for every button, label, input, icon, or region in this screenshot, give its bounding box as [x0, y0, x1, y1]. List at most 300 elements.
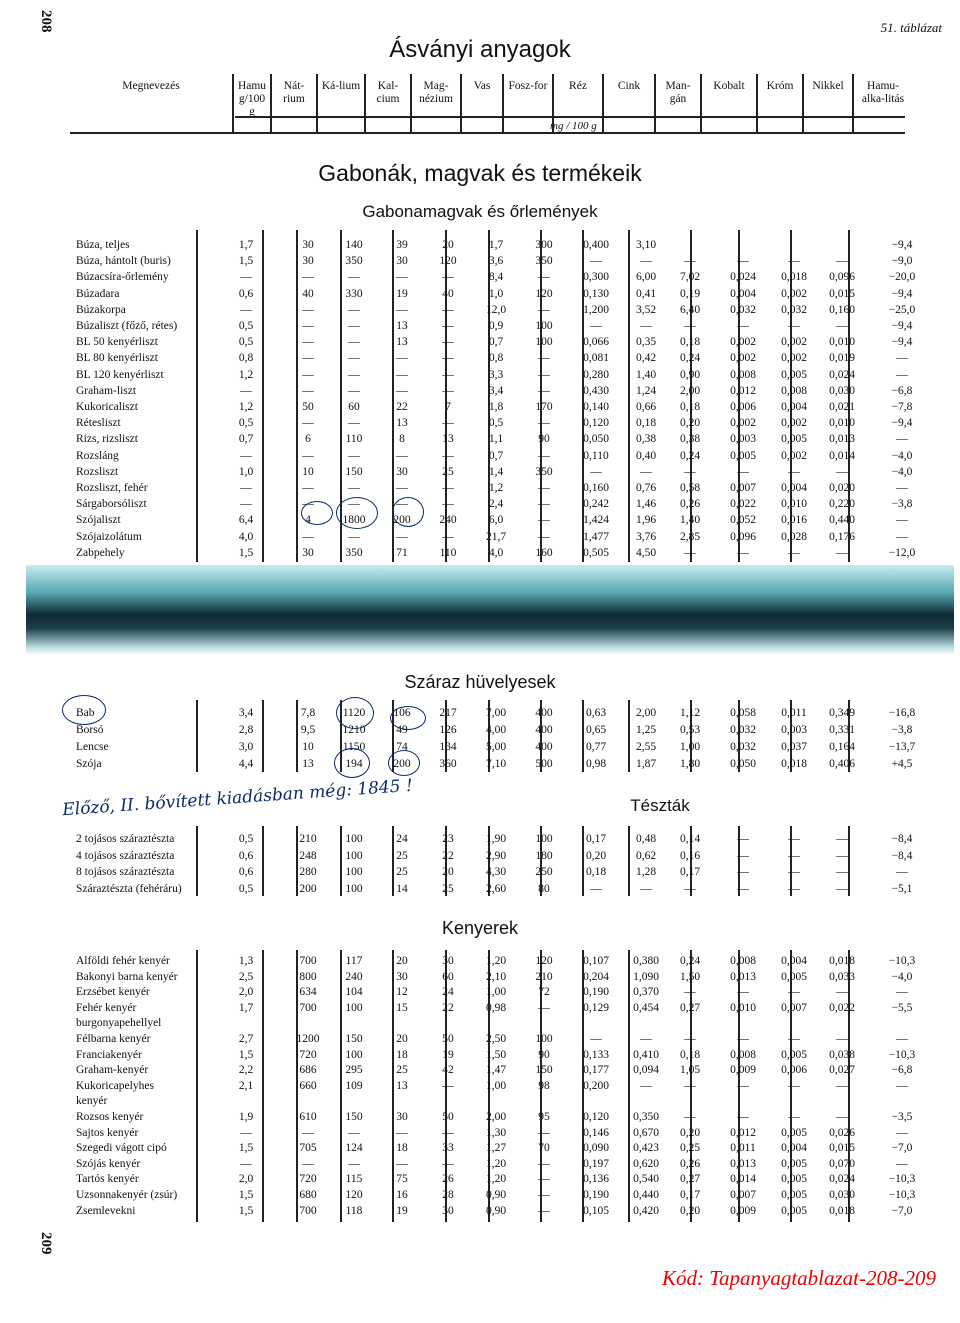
table-cell: 1,424: [583, 514, 609, 527]
row-label: Tartós kenyér: [76, 1173, 139, 1186]
header-col-14: Hamu-alka-litás: [852, 74, 912, 134]
table-cell: 0,164: [829, 741, 855, 753]
header-bottom-rule: [70, 132, 905, 134]
table-cell: −3,5: [891, 1111, 913, 1123]
header-col-10: Man-gán: [654, 74, 700, 134]
table-cell: 1,50: [485, 1048, 507, 1061]
table-cell: 13: [396, 1079, 408, 1092]
table-cell: 1,00: [485, 1079, 507, 1092]
table-cell: 22: [442, 849, 454, 862]
table-cell: —: [348, 352, 360, 365]
table-cell: 0,14: [679, 833, 701, 845]
table-cell: 25: [396, 866, 408, 878]
table-cell: 74: [396, 741, 408, 753]
page-number-top: 208: [38, 10, 54, 33]
row-label: BL 80 kenyérliszt: [76, 352, 158, 365]
table-cell: —: [737, 986, 749, 999]
table-cell: 33: [442, 1142, 454, 1155]
table-cell: 0,160: [829, 303, 855, 316]
table-row: [76, 1001, 956, 1016]
table-cell: 19: [396, 287, 408, 300]
table-cell: 0,096: [829, 271, 855, 284]
table-cell: 200: [299, 882, 317, 895]
table-row: [76, 238, 956, 253]
table-cell: —: [240, 303, 252, 316]
table-cell: −9,4: [891, 417, 913, 430]
table-cell: −12,0: [888, 546, 916, 559]
table-cell: 0,136: [583, 1173, 609, 1186]
table-cell: 350: [345, 255, 363, 268]
subsection-title-grain-flours: Gabonamagvak és őrlemények: [362, 202, 598, 221]
table-cell: —: [442, 303, 454, 316]
table-cell: —: [538, 1189, 550, 1201]
header-col-5: Mag-nézium: [410, 74, 460, 134]
row-label: Szójaliszt: [76, 514, 121, 527]
table-cell: —: [788, 882, 800, 895]
table-cell: 2,2: [238, 1064, 254, 1077]
table-cell: —: [836, 465, 848, 478]
table-cell: 0,024: [829, 1173, 855, 1186]
table-row: [76, 384, 956, 399]
table-cell: 0,008: [730, 955, 756, 967]
table-cell: 0,007: [730, 1189, 756, 1201]
table-cell: —: [788, 833, 800, 845]
table-cell: 1,7: [488, 239, 504, 251]
table-cell: 70: [538, 1142, 550, 1155]
table-cell: —: [737, 465, 749, 478]
table-cell: 0,19: [679, 287, 701, 300]
table-cell: 0,440: [829, 514, 855, 527]
table-cell: 700: [299, 955, 317, 967]
table-cell: 1,8: [488, 401, 504, 413]
table-cell: 0,40: [635, 449, 657, 462]
table-cell: 0,018: [829, 1204, 855, 1217]
table-cell: —: [348, 271, 360, 284]
table-cell: —: [737, 255, 749, 268]
table-cell: 104: [345, 986, 363, 999]
table-cell: −10,3: [888, 955, 916, 967]
table-cell: 0,18: [679, 401, 701, 413]
table-cell: —: [836, 320, 848, 332]
table-cell: 6,4: [238, 514, 254, 527]
table-cell: 1200: [296, 1033, 320, 1045]
table-cell: 634: [299, 986, 317, 999]
table-cell: 0,400: [583, 239, 609, 251]
pen-circle-mark: [390, 706, 426, 730]
table-cell: 0,24: [679, 352, 701, 365]
table-cell: 0,014: [829, 449, 855, 462]
table-cell: 13: [442, 433, 454, 446]
page-title: Ásványi anyagok: [389, 36, 571, 63]
table-cell: 0,5: [238, 320, 254, 332]
table-row: [76, 1048, 956, 1063]
table-cell: 0,505: [583, 546, 609, 559]
table-row: [76, 497, 956, 512]
table-cell: —: [640, 1079, 652, 1092]
table-cell: 14: [396, 882, 408, 895]
table-cell: 1,90: [485, 833, 507, 845]
table-cell: —: [442, 1157, 454, 1170]
table-cell: —: [590, 320, 602, 332]
table-cell: −9,4: [891, 336, 913, 349]
table-header: [70, 74, 950, 144]
page-number-bottom: 209: [38, 1232, 54, 1255]
table-cell: 0,420: [633, 1204, 659, 1217]
table-cell: —: [442, 449, 454, 462]
table-cell: 124: [345, 1142, 363, 1155]
row-label: Zabpehely: [76, 546, 125, 559]
table-cell: 1,05: [679, 1064, 701, 1077]
table-cell: —: [684, 1111, 696, 1123]
table-cell: —: [396, 384, 408, 397]
table-cell: 1800: [342, 514, 366, 527]
table-cell: 30: [442, 1204, 454, 1217]
table-cell: —: [396, 1126, 408, 1139]
table-cell: 10: [302, 465, 314, 478]
table-cell: 30: [396, 255, 408, 268]
table-cell: 0,008: [730, 1048, 756, 1061]
table-cell: 2,10: [485, 970, 507, 983]
table-cell: 0,002: [730, 336, 756, 349]
table-cell: 0,440: [633, 1189, 659, 1201]
table-cell: 0,140: [583, 401, 609, 413]
table-cell: —: [896, 482, 908, 494]
table-cell: 12: [396, 986, 408, 999]
table-cell: —: [896, 1033, 908, 1045]
table-cell: 150: [535, 1064, 553, 1077]
table-cell: 1,25: [635, 724, 657, 736]
table-cell: 0,005: [781, 1126, 807, 1139]
table-cell: 3,3: [488, 368, 504, 381]
table-cell: 0,002: [730, 417, 756, 430]
table-cell: —: [348, 417, 360, 430]
table-row: [76, 287, 956, 302]
table-cell: 2,0: [238, 1173, 254, 1186]
table-cell: 90: [538, 1048, 550, 1061]
table-cell: 0,013: [829, 433, 855, 446]
table-cell: —: [590, 255, 602, 268]
table-cell: 0,052: [730, 514, 756, 527]
table-row: [76, 1141, 956, 1156]
table-row: [76, 303, 956, 318]
table-cell: 109: [345, 1079, 363, 1092]
table-cell: 2,4: [488, 498, 504, 511]
table-cell: —: [538, 1157, 550, 1170]
header-row: [70, 74, 950, 134]
table-cell: —: [348, 1157, 360, 1170]
table-cell: 1,5: [238, 1189, 254, 1201]
table-cell: 0,350: [633, 1111, 659, 1123]
table-cell: 1,20: [485, 1157, 507, 1170]
table-cell: —: [348, 530, 360, 543]
table-cell: —: [836, 866, 848, 878]
table-cell: 117: [345, 955, 363, 967]
table-cell: —: [302, 417, 314, 430]
table-cell: 100: [345, 1001, 363, 1014]
table-cell: 0,190: [583, 986, 609, 999]
table-cell: 1,0: [238, 465, 254, 478]
pen-circle-mark: [336, 697, 374, 729]
table-cell: 126: [439, 724, 457, 736]
scan-shadow-band: [26, 565, 954, 655]
table-cell: 120: [345, 1189, 363, 1201]
table-cell: 0,26: [679, 498, 701, 511]
table-row: [76, 432, 956, 447]
table-cell: —: [737, 1079, 749, 1092]
table-row: [76, 449, 956, 464]
table-cell: 170: [535, 401, 553, 413]
table-cell: 49: [396, 724, 408, 736]
table-cell: —: [896, 1126, 908, 1139]
header-col-8: Réz: [552, 74, 602, 134]
table-cell: 0,030: [829, 1189, 855, 1201]
table-cell: 18: [396, 1048, 408, 1061]
table-cell: —: [590, 465, 602, 478]
table-cell: —: [442, 417, 454, 430]
table-row: [76, 865, 956, 880]
table-cell: 250: [535, 866, 553, 878]
table-row: [76, 954, 956, 969]
table-cell: 0,110: [583, 449, 609, 462]
table-cell: 0,18: [585, 866, 607, 878]
table-cell: 4,4: [238, 758, 254, 770]
row-label: Búzakorpa: [76, 303, 126, 316]
row-label: BL 50 kenyérliszt: [76, 336, 158, 349]
table-cell: −16,8: [888, 707, 916, 719]
row-label: Búzadara: [76, 287, 120, 300]
table-cell: 0,63: [585, 707, 607, 719]
table-cell: 0,177: [583, 1064, 609, 1077]
table-cell: 0,066: [583, 336, 609, 349]
table-cell: 1,87: [635, 758, 657, 770]
table-cell: —: [538, 368, 550, 381]
row-label: Szója: [76, 758, 102, 770]
table-cell: —: [836, 1111, 848, 1123]
table-cell: 360: [439, 758, 457, 770]
table-cell: 7,10: [485, 758, 507, 770]
table-cell: 0,010: [829, 336, 855, 349]
table-cell: 0,004: [781, 401, 807, 413]
table-cell: 217: [439, 707, 457, 719]
table-cell: —: [788, 546, 800, 559]
table-cell: 400: [535, 724, 553, 736]
table-cell: 100: [535, 336, 553, 349]
table-cell: 13: [396, 336, 408, 349]
table-cell: —: [302, 271, 314, 284]
table-cell: 72: [538, 986, 550, 999]
row-label: Zsemlevekni: [76, 1204, 136, 1217]
table-cell: —: [538, 530, 550, 543]
table-cell: 2,60: [485, 882, 507, 895]
table-cell: 0,17: [679, 1189, 701, 1201]
table-cell: 2,50: [485, 1033, 507, 1045]
table-cell: —: [302, 530, 314, 543]
section-title-legumes: Száraz hüvelyesek: [404, 672, 556, 692]
table-cell: 1,477: [583, 530, 609, 543]
table-cell: 1,2: [488, 482, 504, 494]
table-cell: 280: [299, 866, 317, 878]
table-cell: 106: [393, 707, 411, 719]
table-cell: 90: [538, 433, 550, 446]
table-cell: 1,4: [488, 465, 504, 478]
table-cell: 0,107: [583, 955, 609, 967]
table-cell: 134: [439, 741, 457, 753]
table-cell: 0,081: [583, 352, 609, 365]
table-cell: —: [442, 482, 454, 494]
table-cell: —: [302, 384, 314, 397]
table-cell: —: [836, 1033, 848, 1045]
table-cell: —: [684, 1079, 696, 1092]
table-cell: —: [442, 498, 454, 511]
table-cell: 20: [442, 239, 454, 251]
table-cell: —: [896, 352, 908, 365]
table-cell: —: [684, 546, 696, 559]
table-cell: 0,5: [238, 417, 254, 430]
table-cell: 295: [345, 1064, 363, 1077]
section-title-pasta: Tészták: [630, 796, 690, 815]
table-cell: —: [737, 866, 749, 878]
table-cell: 10: [302, 741, 314, 753]
table-cell: −4,0: [891, 449, 913, 462]
table-cell: —: [348, 336, 360, 349]
table-cell: 20: [396, 1033, 408, 1045]
table-cell: 300: [535, 239, 553, 251]
table-cell: —: [836, 833, 848, 845]
table-cell: 0,24: [679, 955, 701, 967]
table-cell: —: [396, 1157, 408, 1170]
table-cell: 0,62: [635, 849, 657, 862]
table-cell: 1,80: [679, 758, 701, 770]
table-cell: 0,015: [829, 1142, 855, 1155]
table-cell: 500: [535, 758, 553, 770]
table-cell: 7,8: [300, 707, 316, 719]
table-cell: 0,6: [238, 287, 254, 300]
table-cell: 100: [345, 866, 363, 878]
table-cell: 210: [535, 970, 553, 983]
table-row: [76, 1079, 956, 1094]
table-cell: 0,20: [679, 417, 701, 430]
table-cell: —: [896, 433, 908, 446]
row-label: Száraztészta (fehéráru): [76, 882, 182, 895]
table-cell: 0,005: [781, 1048, 807, 1061]
table-cell: 80: [538, 882, 550, 895]
table-cell: —: [348, 1126, 360, 1139]
table-row: [76, 757, 956, 772]
table-cell: 3,6: [488, 255, 504, 268]
table-cell: −3,8: [891, 498, 913, 511]
table-cell: 0,021: [829, 401, 855, 413]
row-label: Franciakenyér: [76, 1048, 142, 1061]
table-cell: 20: [396, 955, 408, 967]
table-row: [76, 832, 956, 847]
table-cell: —: [240, 1126, 252, 1139]
table-cell: 40: [442, 287, 454, 300]
table-cell: 2,5: [238, 970, 254, 983]
table-cell: 0,012: [730, 1126, 756, 1139]
table-cell: 1,5: [238, 1204, 254, 1217]
table-cell: 0,004: [781, 482, 807, 494]
table-cell: —: [348, 498, 360, 511]
table-cell: 210: [299, 833, 317, 845]
table-cell: 26: [442, 1173, 454, 1186]
header-col-1: Hamu g/100 g: [232, 74, 270, 134]
row-label: burgonyapehellyel: [76, 1017, 162, 1030]
table-cell: 100: [345, 849, 363, 862]
table-cell: 0,8: [488, 352, 504, 365]
table-cell: 50: [442, 1111, 454, 1123]
table-cell: 8: [399, 433, 405, 446]
table-cell: 3,10: [635, 239, 657, 251]
table-cell: 0,007: [730, 482, 756, 494]
header-col-7: Fosz-for: [502, 74, 552, 134]
table-cell: 21,7: [485, 530, 507, 543]
table-cell: —: [442, 1079, 454, 1092]
table-cell: 0,423: [633, 1142, 659, 1155]
table-cell: 0,77: [585, 741, 607, 753]
table-cell: 9,5: [300, 724, 316, 736]
table-cell: 42: [442, 1064, 454, 1077]
table-cell: —: [640, 465, 652, 478]
table-cell: 0,25: [679, 1142, 701, 1155]
table-cell: —: [737, 1033, 749, 1045]
table-cell: 0,002: [781, 352, 807, 365]
pen-circle-mark: [392, 497, 424, 527]
table-cell: —: [896, 1157, 908, 1170]
table-cell: 0,005: [781, 1157, 807, 1170]
table-cell: 0,20: [679, 1126, 701, 1139]
table-cell: 680: [299, 1189, 317, 1201]
table-cell: 0,002: [781, 449, 807, 462]
table-row: [76, 1032, 956, 1047]
table-cell: 20: [442, 866, 454, 878]
table-cell: −13,7: [888, 741, 916, 753]
table-cell: 0,038: [829, 1048, 855, 1061]
table-cell: 0,016: [781, 514, 807, 527]
table-cell: 200: [393, 758, 411, 770]
table-cell: 1,7: [238, 239, 254, 251]
table-cell: 0,008: [781, 384, 807, 397]
table-cell: 0,200: [583, 1079, 609, 1092]
table-cell: 0,410: [633, 1048, 659, 1061]
table-cell: 0,20: [585, 849, 607, 862]
table-cell: 1120: [342, 707, 366, 719]
table-cell: 4,30: [485, 866, 507, 878]
table-cell: 0,133: [583, 1048, 609, 1061]
table-cell: —: [788, 1079, 800, 1092]
table-cell: —: [396, 530, 408, 543]
table-cell: 1,30: [485, 1126, 507, 1139]
table-cell: 30: [396, 1111, 408, 1123]
table-cell: —: [836, 255, 848, 268]
table-cell: 6,00: [635, 271, 657, 284]
table-number: 51. táblázat: [880, 20, 942, 35]
table-cell: —: [240, 449, 252, 462]
table-cell: —: [788, 320, 800, 332]
table-cell: 98: [538, 1079, 550, 1092]
table-cell: 0,008: [730, 368, 756, 381]
table-cell: 0,009: [730, 1064, 756, 1077]
table-cell: —: [348, 482, 360, 494]
table-cell: 1150: [342, 741, 366, 753]
table-cell: 1,20: [485, 955, 507, 967]
table-cell: 350: [535, 465, 553, 478]
table-cell: —: [396, 352, 408, 365]
table-cell: —: [737, 882, 749, 895]
table-cell: −7,0: [891, 1142, 913, 1155]
document-code: Kód: Tapanyagtablazat-208-209: [662, 1266, 936, 1290]
table-cell: 0,9: [488, 320, 504, 332]
table-cell: 0,26: [679, 1157, 701, 1170]
